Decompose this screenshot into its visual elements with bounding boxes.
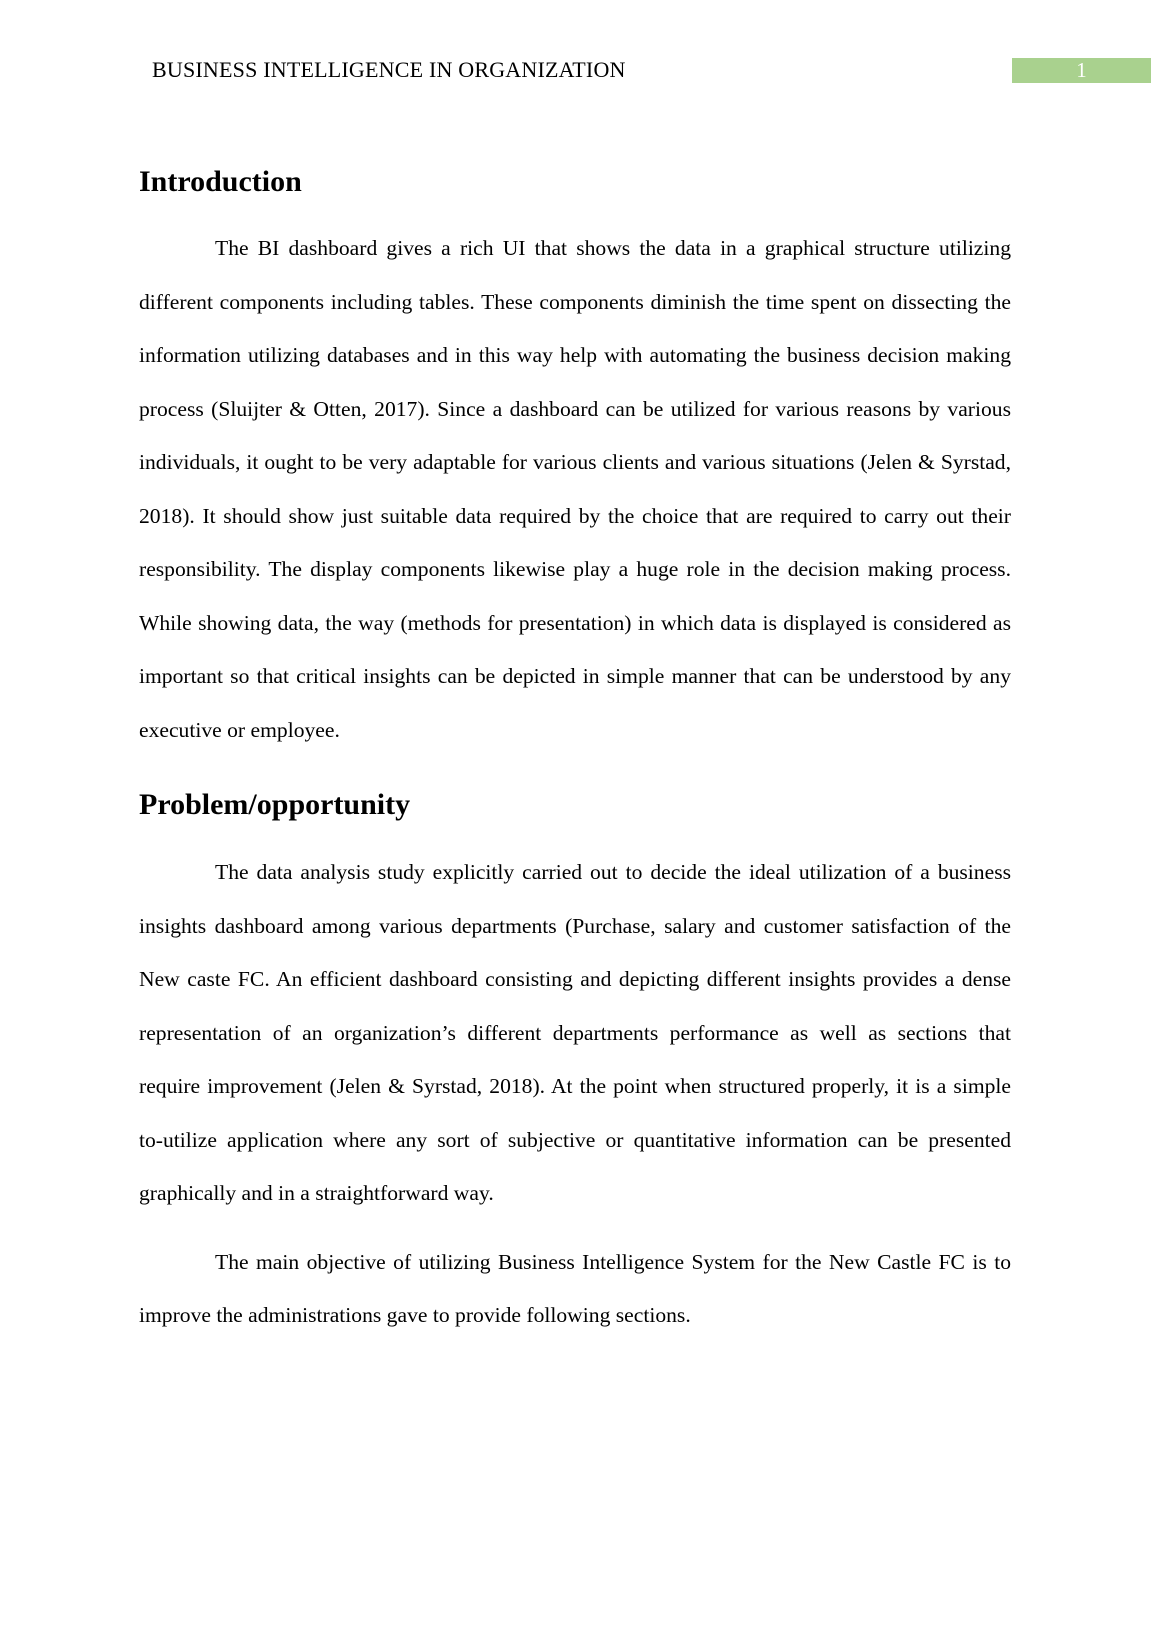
- paragraph-problem-opportunity: The data analysis study explicitly carried out to decide the ideal utilization of a business insights dashboard among various departments (Purchase, salary and customer satisfaction of the New caste FC. An efficient dashboard consisting and depicting different insights provides a dense representation of an organization’s different departments performance as well as sections that require improvement (Jelen & Syrstad, 2018). At the point when structured properly, it is a simple to-utilize application where any sort of subjective or quantitative information can be presented graphically and in a straightforward way.: [139, 860, 1011, 1205]
- section-heading-problem-opportunity: Problem/opportunity: [139, 788, 411, 821]
- paragraph-main-objective: The main objective of utilizing Business Intelligence System for the New Castle FC is to improve the administrations gave to provide following sections.: [139, 1249, 1011, 1327]
- document-body: [139, 158, 1011, 1343]
- section-heading-introduction: Introduction: [139, 165, 302, 198]
- page-number-badge: 1: [1012, 58, 1151, 83]
- running-header-title: BUSINESS INTELLIGENCE IN ORGANIZATION: [152, 57, 626, 82]
- paragraph-introduction: The BI dashboard gives a rich UI that shows the data in a graphical structure utilizing different components including tables. These components diminish the time spent on dissecting the information utilizing databases and in this way help with automating the business decision making process (Sluijter & Otten, 2017). Since a dashboard can be utilized for various reasons by various individuals, it ought to be very adaptable for various clients and various situations (Jelen & Syrstad, 2018). It should show just suitable data required by the choice that are required to carry out their responsibility. The display components likewise play a huge role in the decision making process. While showing data, the way (methods for presentation) in which data is displayed is considered as important so that critical insights can be depicted in simple manner that can be understood by any executive or employee.: [139, 236, 1011, 742]
